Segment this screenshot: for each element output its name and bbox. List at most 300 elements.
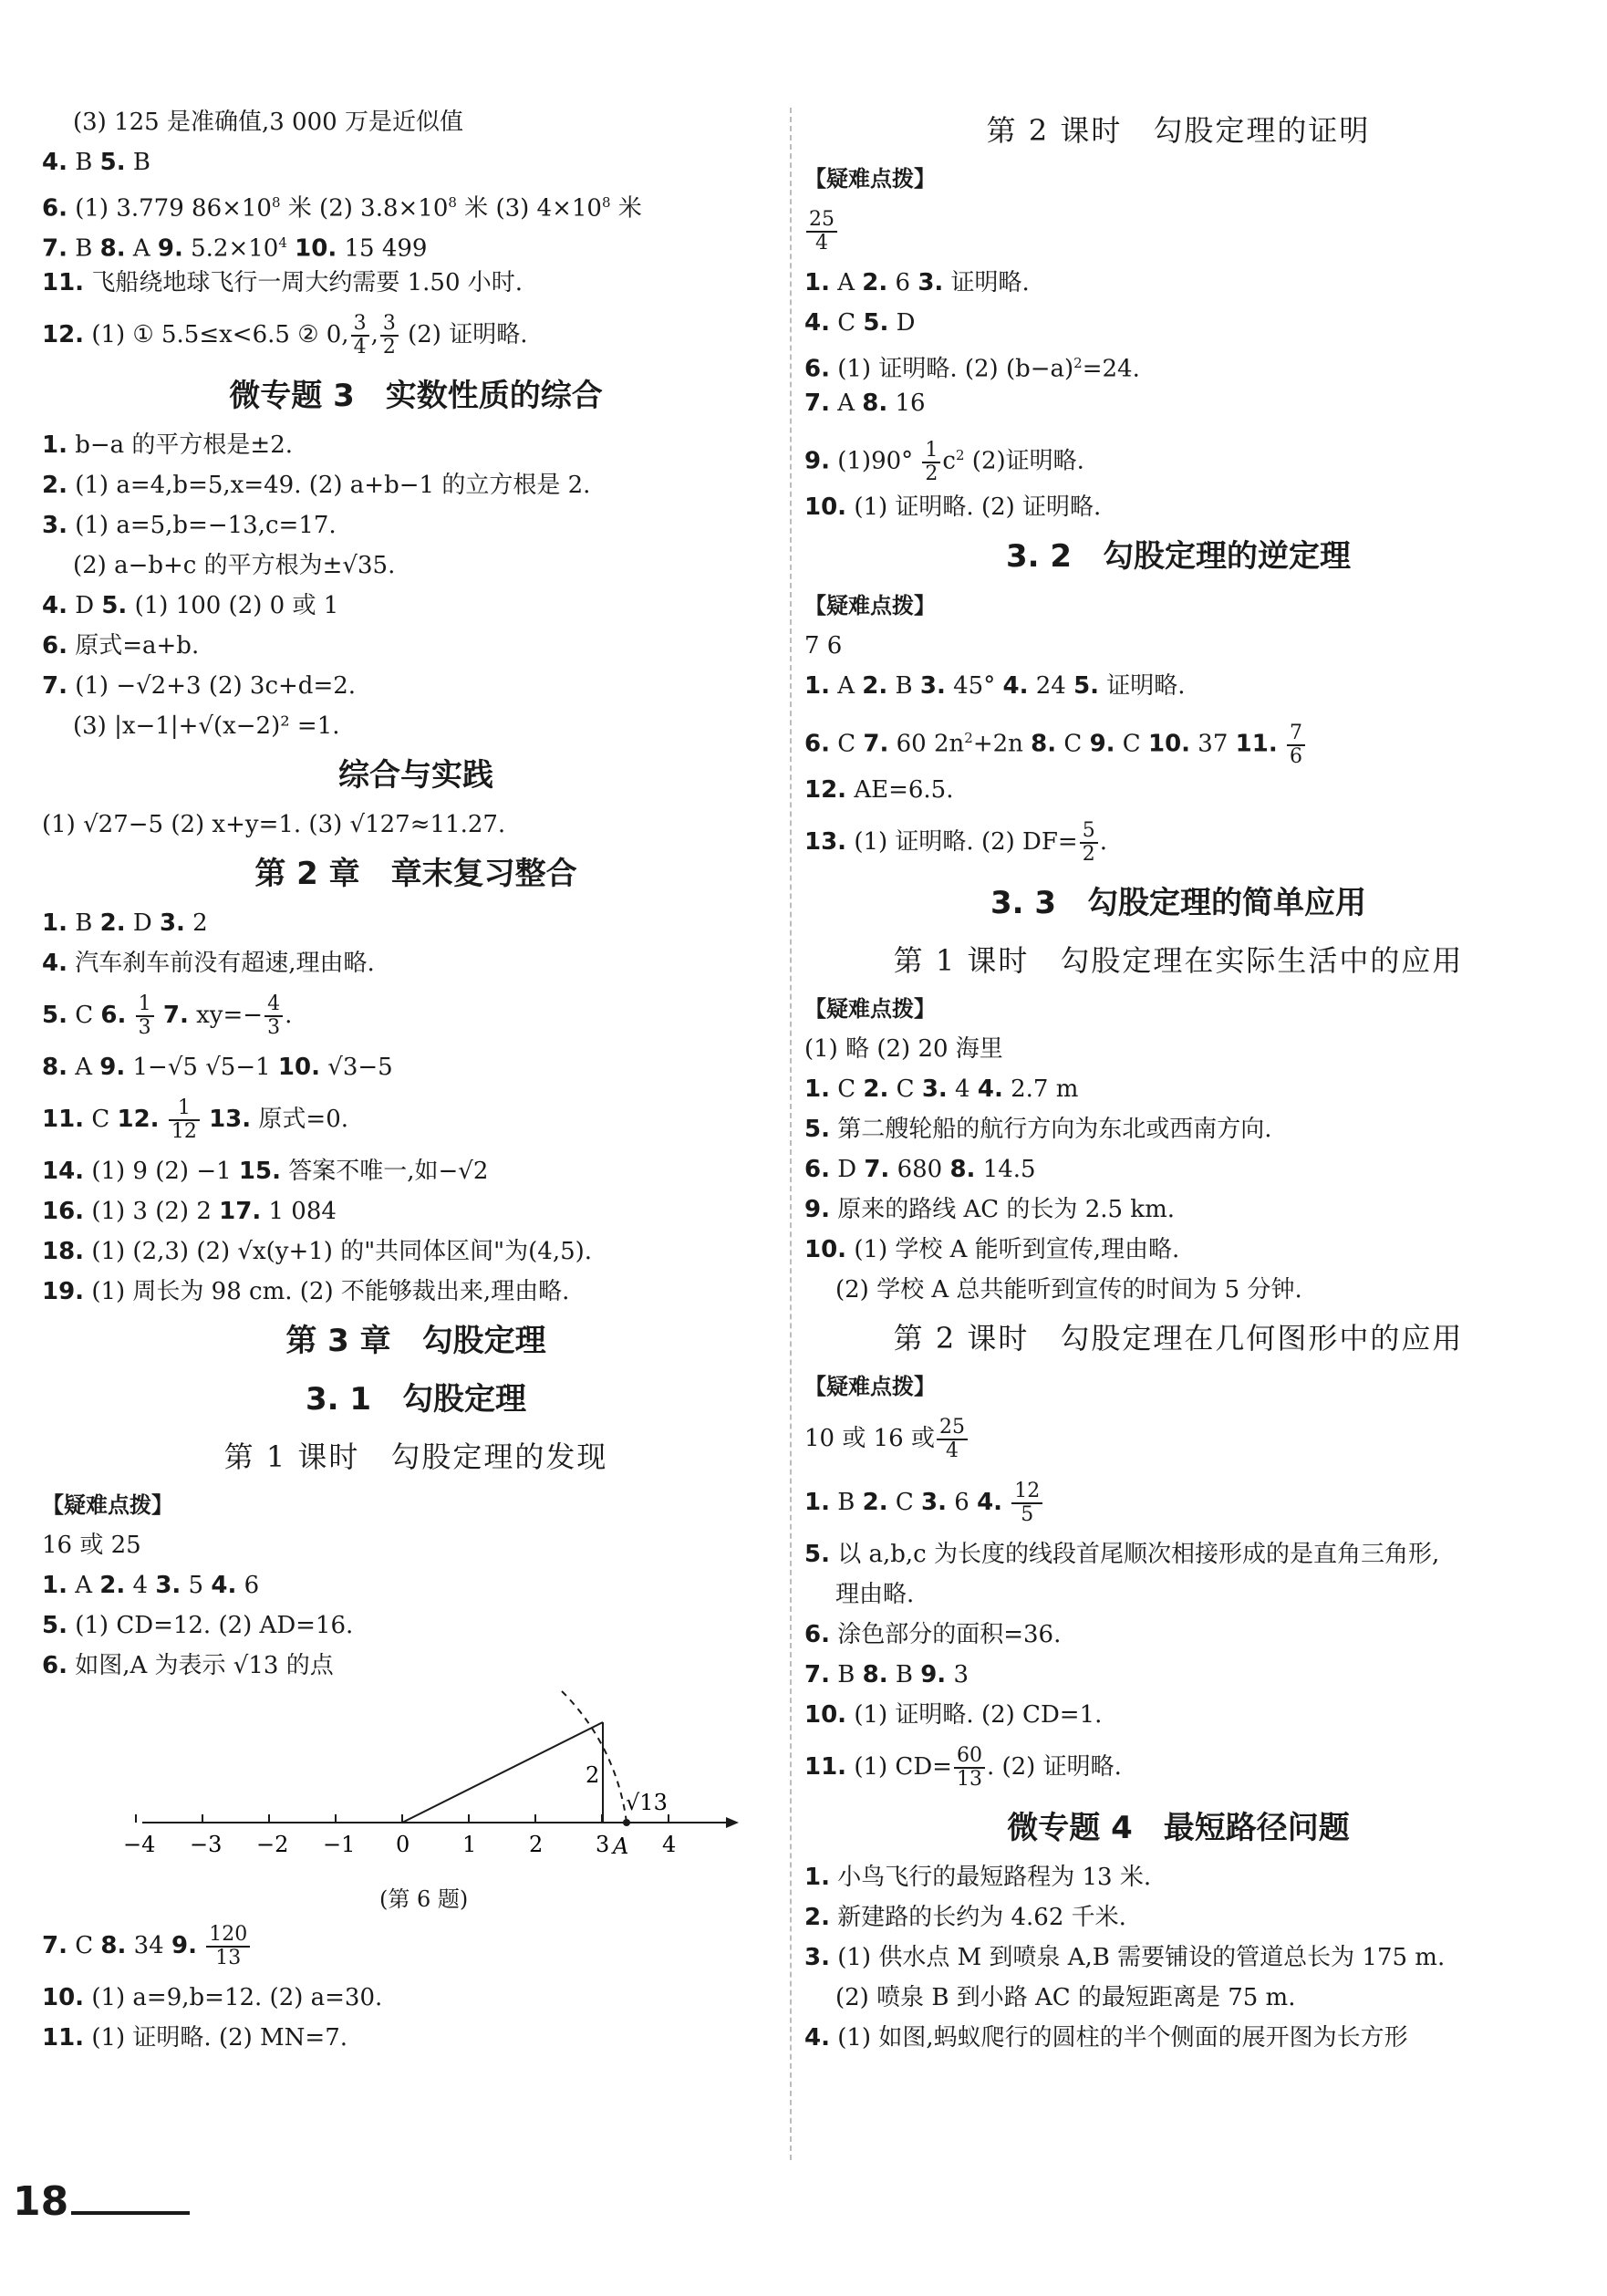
answer-text: +2n: [972, 730, 1032, 758]
question-number: 9.: [99, 1054, 126, 1081]
question-number: 2.: [99, 909, 126, 937]
answer-text: C: [829, 1075, 864, 1103]
section-heading: 3. 2 勾股定理的逆定理: [1005, 538, 1352, 575]
answer-text: xy=−: [188, 1002, 264, 1029]
answer-text: (1) −√2+3 (2) 3c+d=2.: [67, 672, 357, 700]
question-number: 2.: [804, 1904, 830, 1931]
question-number: 8.: [100, 1932, 127, 1959]
question-number: 3.: [804, 1944, 830, 1971]
answer-text: (1) 证明略. (2) 证明略.: [846, 493, 1102, 521]
fraction: [206, 1924, 250, 1969]
numerator: 7: [1287, 722, 1305, 746]
answer-text: (1) 证明略. (2) CD=1.: [846, 1701, 1103, 1729]
answer-line: [42, 805, 790, 845]
answer-text: (2) 喷泉 B 到小路 AC 的最短距离是 75 m.: [835, 1984, 1296, 2011]
question-number: 3.: [918, 269, 944, 296]
answer-line: [804, 423, 1552, 487]
question-number: 2.: [42, 472, 67, 499]
numerator: 12: [1011, 1480, 1042, 1504]
right-column: [804, 102, 1552, 2058]
question-number: 10.: [277, 1054, 320, 1081]
lesson-heading: 第 1 课时 勾股定理的发现: [223, 1439, 608, 1474]
chapter-heading: 第 3 章 勾股定理: [285, 1323, 546, 1359]
answer-text: 米 (3) 4×10: [456, 194, 602, 223]
section-heading: 3. 3 勾股定理的简单应用: [990, 885, 1367, 921]
answer-text: ,: [370, 321, 378, 348]
denominator: 2: [925, 462, 938, 485]
answer-text: 24: [1028, 672, 1074, 700]
answer-text: (1) 证明略. (2) MN=7.: [84, 2024, 348, 2052]
answer-line: [804, 1735, 1552, 1799]
answer-text: B: [887, 672, 920, 700]
denominator: 3: [138, 1016, 151, 1039]
answer-text: (3) |x−1|+√(x−2)² =1.: [73, 712, 340, 740]
number-line-figure: [42, 1686, 790, 1914]
answer-text: D: [125, 909, 160, 937]
answer-text: (1) 证明略. (2) (b−a): [829, 355, 1074, 383]
answer-line: [42, 1914, 790, 1978]
question-number: 13.: [209, 1106, 252, 1133]
question-number: 1.: [42, 431, 67, 459]
answer-text: (1) a=5,b=−13,c=17.: [67, 512, 337, 539]
answer-text: 飞船绕地球飞行一周大约需要 1.50 小时.: [84, 269, 524, 296]
answer-line: [804, 1190, 1552, 1230]
denominator: 4: [815, 232, 828, 255]
answer-text: B: [67, 149, 100, 176]
question-number: 6.: [804, 1621, 830, 1648]
question-number: 1.: [42, 1572, 67, 1599]
answer-text: D: [67, 592, 102, 619]
denominator: 4: [353, 336, 367, 358]
section-heading: 3. 1 勾股定理: [305, 1381, 527, 1418]
exponent: 8: [448, 194, 457, 211]
question-number: 2.: [99, 1572, 126, 1599]
answer-line: [42, 1087, 790, 1151]
answer-line: [804, 1470, 1552, 1534]
question-number: 9.: [171, 1932, 197, 1959]
answer-line: [42, 465, 790, 505]
answer-text: B: [887, 1661, 921, 1688]
chapter-heading: 第 2 章 章末复习整合: [254, 856, 577, 892]
answer-text: 5.2×10: [182, 234, 279, 263]
tip-tag: 【疑难点拨】: [42, 1492, 173, 1518]
fraction: [169, 1097, 200, 1143]
question-number: 6.: [804, 730, 830, 758]
axis-tick-label: 4: [662, 1832, 677, 1857]
answer-text: 2: [184, 909, 208, 937]
question-number: 10.: [804, 493, 847, 521]
section-heading: 微专题 4 最短路径问题: [1007, 1810, 1350, 1846]
answer-line: [42, 983, 790, 1047]
answer-line: [804, 1938, 1552, 1978]
tip-tag: 【疑难点拨】: [804, 996, 936, 1022]
numerator: 60: [954, 1745, 985, 1769]
answer-text: 第二艘轮船的航行方向为东北或西南方向.: [829, 1116, 1272, 1143]
fraction: [380, 313, 399, 358]
question-number: 18.: [42, 1238, 85, 1265]
question-number: 10.: [1147, 730, 1191, 758]
question-number: 6.: [100, 1002, 127, 1029]
question-number: 6.: [42, 1652, 67, 1679]
answer-line: [804, 1655, 1552, 1695]
axis-arrow-icon: [726, 1817, 739, 1828]
question-number: 5.: [101, 592, 128, 619]
answer-text: (1) 100 (2) 0 或 1: [127, 592, 339, 619]
answer-text: C: [84, 1106, 118, 1133]
question-number: 1.: [804, 269, 830, 296]
answer-text: √3−5: [319, 1054, 393, 1081]
question-number: 3.: [919, 672, 946, 700]
answer-line: [42, 706, 790, 746]
answer-line: [804, 666, 1552, 706]
question-number: 13.: [804, 828, 847, 856]
answer-line: [42, 1525, 790, 1565]
answer-text: D: [888, 309, 916, 337]
answer-text: =24.: [1082, 355, 1140, 383]
tip-tag: 【疑难点拨】: [804, 1374, 936, 1399]
exponent: 2: [1073, 355, 1083, 371]
question-number: 14.: [42, 1158, 85, 1185]
tick-group: [123, 1814, 676, 1857]
question-number: 19.: [42, 1278, 85, 1305]
question-number: 12.: [117, 1106, 160, 1133]
answer-line: [804, 2018, 1552, 2058]
answer-text: B: [67, 909, 100, 937]
answer-text: 5: [181, 1572, 212, 1599]
answer-text: C: [887, 1489, 922, 1516]
answer-text: 15 499: [337, 234, 428, 263]
page-number: 18: [13, 2178, 69, 2225]
question-number: 5.: [99, 149, 126, 176]
point-a: [623, 1819, 630, 1826]
question-number: 3.: [921, 1489, 947, 1516]
answer-text: A: [829, 672, 863, 700]
answer-line: [804, 706, 1552, 770]
answer-text: (1) 如图,蚂蚁爬行的圆柱的半个侧面的展开图为长方形: [829, 2024, 1408, 2052]
answer-line: [42, 102, 790, 142]
numerator: 1: [136, 993, 154, 1017]
denominator: 6: [1290, 744, 1302, 768]
question-number: 8.: [99, 234, 126, 263]
axis-tick-label: −4: [123, 1832, 156, 1857]
answer-text: 汽车刹车前没有超速,理由略.: [67, 950, 375, 977]
answer-line: [42, 505, 790, 545]
fraction: [351, 313, 369, 358]
question-number: 5.: [42, 1612, 67, 1639]
question-number: 4.: [977, 1489, 1003, 1516]
axis-tick-label: 1: [462, 1832, 477, 1857]
answer-text: 小鸟飞行的最短路程为 13 米.: [829, 1864, 1152, 1891]
answer-line: [804, 626, 1552, 666]
question-number: 3.: [42, 512, 67, 539]
question-number: 5.: [804, 1116, 830, 1143]
answer-line: [42, 1151, 790, 1191]
question-number: 6.: [804, 1156, 830, 1183]
question-number: 4.: [42, 950, 67, 977]
answer-text: C: [829, 730, 864, 758]
question-number: 2.: [862, 1489, 888, 1516]
answer-text: 理由略.: [835, 1581, 915, 1608]
answer-line: [804, 487, 1552, 527]
tip-tag: 【疑难点拨】: [804, 166, 936, 192]
fraction: [136, 993, 154, 1039]
answer-line: [42, 182, 790, 223]
denominator: 13: [215, 1947, 242, 1969]
question-number: 10.: [42, 1984, 85, 2011]
question-number: 6.: [804, 355, 830, 383]
denominator: 4: [945, 1439, 959, 1462]
question-number: 5.: [42, 1002, 67, 1029]
answer-text: 4: [125, 1572, 156, 1599]
question-number: 8.: [862, 390, 888, 417]
exponent: 8: [271, 194, 281, 211]
answer-text: 6: [236, 1572, 260, 1599]
question-number: 1.: [42, 909, 67, 937]
answer-text: 16: [887, 390, 926, 417]
answer-line: [804, 810, 1552, 874]
question-number: 4.: [211, 1572, 237, 1599]
answer-line: [804, 1534, 1552, 1574]
question-number: 7.: [42, 672, 67, 700]
answer-text: (1) √27−5 (2) x+y=1. (3) √127≈11.27.: [42, 811, 506, 838]
answer-line: [42, 545, 790, 586]
numerator: 120: [206, 1924, 250, 1948]
question-number: 2.: [863, 1075, 889, 1103]
answer-text: (1)90°: [829, 447, 921, 475]
answer-text: 涂色部分的面积=36.: [829, 1621, 1062, 1648]
lesson-heading: 第 2 课时 勾股定理在几何图形中的应用: [893, 1321, 1464, 1356]
answer-text: 以 a,b,c 为长度的线段首尾顺次相接形成的是直角三角形,: [829, 1541, 1440, 1568]
question-number: 8.: [862, 1661, 888, 1688]
answer-text: 原式=0.: [251, 1106, 349, 1133]
question-number: 3.: [921, 1075, 948, 1103]
question-number: 10.: [804, 1236, 847, 1263]
answer-line: [804, 303, 1552, 343]
question-number: 16.: [42, 1198, 85, 1225]
left-column: [42, 102, 790, 2058]
answer-text: (2)证明略.: [964, 447, 1084, 475]
answer-text: (1) 学校 A 能听到宣传,理由略.: [846, 1236, 1180, 1263]
numerator: 3: [380, 313, 399, 337]
answer-line: [804, 1407, 1552, 1470]
answer-text: 1−√5 √5−1: [125, 1054, 278, 1081]
question-number: 4.: [42, 592, 67, 619]
answer-text: .: [1099, 828, 1107, 856]
fraction: [1287, 722, 1305, 768]
answer-line: [42, 1272, 790, 1312]
answer-text: (2) a−b+c 的平方根为±√35.: [73, 552, 396, 579]
answer-line: [42, 666, 790, 706]
answer-text: A: [67, 1054, 100, 1081]
answer-text: C: [67, 1002, 101, 1029]
answer-text: (1) 供水点 M 到喷泉 A,B 需要铺设的管道总长为 175 m.: [829, 1944, 1446, 1971]
answer-text: 10 或 16 或: [804, 1425, 935, 1452]
question-number: 9.: [804, 447, 830, 475]
answer-text: 14.5: [975, 1156, 1036, 1183]
answer-text: 米 (2) 3.8×10: [280, 194, 449, 223]
question-number: 10.: [295, 234, 337, 263]
axis-tick-label: −1: [323, 1832, 356, 1857]
answer-text: C: [1115, 730, 1148, 758]
question-number: 11.: [42, 2024, 85, 2052]
answer-text: .: [285, 1002, 293, 1029]
answer-text: 37: [1190, 730, 1236, 758]
answer-text: B: [829, 1661, 863, 1688]
question-number: 17.: [219, 1198, 262, 1225]
answer-text: 证明略.: [943, 269, 1030, 296]
question-number: 2.: [862, 269, 888, 296]
question-number: 7.: [162, 1002, 189, 1029]
question-number: 7.: [804, 1661, 830, 1688]
question-number: 11.: [42, 1106, 85, 1133]
answer-text: (1) CD=12. (2) AD=16.: [67, 1612, 354, 1639]
question-number: 4.: [804, 2024, 830, 2052]
answer-text: 6: [946, 1489, 978, 1516]
answer-text: (1) a=9,b=12. (2) a=30.: [84, 1984, 383, 2011]
answer-text: 4: [947, 1075, 978, 1103]
answer-line: [42, 586, 790, 626]
exponent: 8: [601, 194, 611, 211]
answer-text: c: [942, 447, 956, 475]
answer-text: (1) 周长为 98 cm. (2) 不能够裁出来,理由略.: [84, 1278, 570, 1305]
answer-line: [42, 1191, 790, 1231]
question-number: 15.: [238, 1158, 281, 1185]
answer-line: [804, 1149, 1552, 1190]
answer-line: [804, 383, 1552, 423]
answer-line: [804, 1109, 1552, 1149]
lesson-heading: 第 2 课时 勾股定理的证明: [986, 113, 1371, 148]
question-number: 5.: [863, 309, 889, 337]
number-line-diagram: [123, 1686, 753, 1877]
answer-line: [42, 303, 790, 367]
answer-text: 3: [946, 1661, 969, 1688]
question-number: 8.: [1031, 730, 1057, 758]
answer-line: [42, 1646, 790, 1686]
answer-line: [42, 1231, 790, 1272]
radius-label: √13: [626, 1790, 668, 1815]
page-number-rule: [71, 2211, 190, 2215]
answer-line: [804, 1230, 1552, 1270]
fraction: [954, 1745, 985, 1791]
answer-line: [42, 223, 790, 263]
answer-text: AE=6.5.: [846, 776, 954, 804]
fraction: [806, 209, 837, 255]
answer-text: (1) 略 (2) 20 海里: [804, 1035, 1003, 1063]
answer-text: C: [67, 1932, 101, 1959]
answer-text: 证明略.: [1099, 672, 1186, 700]
question-number: 3.: [155, 1572, 181, 1599]
question-number: 7.: [42, 1932, 67, 1959]
answer-text: b−a 的平方根是±2.: [67, 431, 294, 459]
question-number: 5.: [1073, 672, 1100, 700]
axis-tick-label: 2: [529, 1832, 544, 1857]
answer-line: [42, 2018, 790, 2058]
answer-text: . (2) 证明略.: [986, 1753, 1122, 1781]
answer-line: [804, 1029, 1552, 1069]
tip-tag: 【疑难点拨】: [804, 593, 936, 618]
answer-text: (1) a=4,b=5,x=49. (2) a+b−1 的立方根是 2.: [67, 472, 591, 499]
question-number: 9.: [1089, 730, 1115, 758]
answer-text: A: [67, 1572, 100, 1599]
answer-text: (1) (2,3) (2) √x(y+1) 的"共同体区间"为(4,5).: [84, 1238, 593, 1265]
answer-text: (1) 3 (2) 2: [84, 1198, 220, 1225]
question-number: 9.: [920, 1661, 947, 1688]
answer-line: [804, 1897, 1552, 1938]
answer-text: 1 084: [261, 1198, 337, 1225]
answer-text: 60 2n: [888, 730, 965, 758]
denominator: 13: [956, 1768, 982, 1791]
answer-text: B: [67, 234, 100, 263]
answer-text: 6: [887, 269, 918, 296]
fraction: [922, 440, 940, 485]
question-number: 4.: [42, 149, 67, 176]
exponent: 2: [964, 730, 973, 746]
answer-line: [804, 1695, 1552, 1735]
numerator: 1: [922, 440, 940, 463]
answer-line: [804, 1270, 1552, 1310]
answer-line: [804, 1615, 1552, 1655]
answer-line: [42, 1047, 790, 1087]
answer-text: 16 或 25: [42, 1532, 141, 1559]
answer-text: (1) 3.779 86×10: [67, 194, 272, 223]
question-number: 1.: [804, 1075, 830, 1103]
answer-line: [804, 343, 1552, 383]
answer-line: [42, 142, 790, 182]
answer-text: 新建路的长约为 4.62 千米.: [829, 1904, 1126, 1931]
answer-line: [804, 199, 1552, 263]
axis-tick-label: 0: [396, 1832, 410, 1857]
answer-line: [804, 1574, 1552, 1615]
answer-text: 45°: [945, 672, 1003, 700]
answer-line: [42, 943, 790, 983]
fraction: [1011, 1480, 1042, 1526]
question-number: 5.: [804, 1541, 830, 1568]
section-heading: 综合与实践: [338, 757, 493, 794]
answer-text: 7 6: [804, 632, 843, 660]
compass-arc: [562, 1691, 627, 1823]
axis-tick-label: −2: [256, 1832, 289, 1857]
question-number: 12.: [804, 776, 847, 804]
answer-line: [42, 425, 790, 465]
question-number: 9.: [804, 1196, 830, 1223]
question-number: 12.: [42, 321, 85, 348]
numerator: 3: [351, 313, 369, 337]
answer-line: [42, 1978, 790, 2018]
answer-line: [804, 1978, 1552, 2018]
question-number: 4.: [804, 309, 830, 337]
answer-line: [804, 1857, 1552, 1897]
side-length-label: 2: [586, 1762, 600, 1788]
question-number: 11.: [804, 1753, 847, 1781]
denominator: 12: [171, 1120, 197, 1143]
question-number: 9.: [157, 234, 183, 263]
column-divider: [790, 108, 792, 2160]
denominator: 3: [267, 1016, 281, 1039]
answer-text: B: [125, 149, 150, 176]
answer-text: (3) 125 是准确值,3 000 万是近似值: [73, 109, 463, 136]
answer-text: C: [1056, 730, 1090, 758]
answer-text: 答案不唯一,如−√2: [280, 1158, 489, 1185]
hypotenuse-line: [402, 1722, 603, 1823]
denominator: 2: [382, 336, 396, 358]
answer-text: (2) 学校 A 总共能听到宣传的时间为 5 分钟.: [835, 1276, 1302, 1304]
answer-line: [804, 770, 1552, 810]
answer-line: [42, 1565, 790, 1605]
answer-text: 原来的路线 AC 的长为 2.5 km.: [829, 1196, 1175, 1223]
denominator: 2: [1082, 843, 1095, 866]
question-number: 8.: [949, 1156, 976, 1183]
answer-text: B: [829, 1489, 863, 1516]
